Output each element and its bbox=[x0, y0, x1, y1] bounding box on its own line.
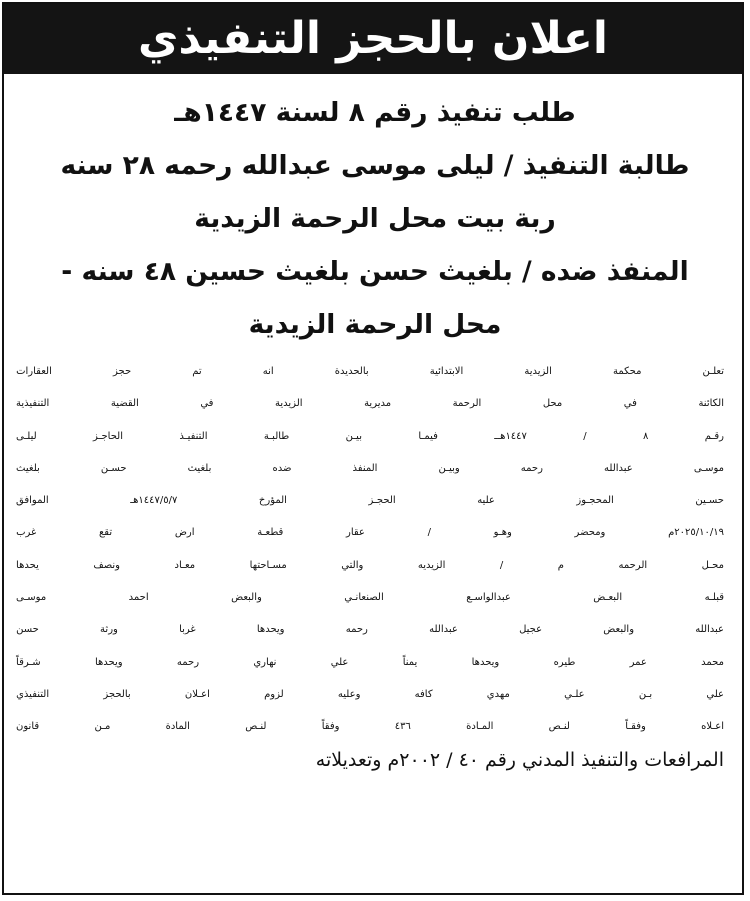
body-line: الكائنة في محل الرحمة مديرية الزيدية في القضية التنفيذية bbox=[16, 398, 724, 410]
notice-body bbox=[16, 356, 724, 776]
respondent-address-line: محل الرحمة الزيدية bbox=[248, 309, 502, 340]
case-headlines bbox=[24, 86, 726, 351]
applicant-line: طالبة التنفيذ / ليلى موسى عبدالله رحمه ٢٨ سنه bbox=[60, 150, 690, 181]
applicant-occupation-line: ربة بيت محل الرحمة الزيدية bbox=[194, 203, 556, 234]
notice-header-bar bbox=[4, 4, 742, 74]
body-line: عبدالله والبعض عجيل عبدالله رحمه ويحدها غربا ورثة حسن bbox=[16, 624, 724, 636]
body-line: محـل الرحمه م / الزيديه والتي مسـاحتها معـاد ونصف يحدها bbox=[16, 559, 724, 571]
body-line: موسـى عبدالله رحمه وبيـن المنفذ ضده بلغيث حسـن بلغيث bbox=[16, 462, 724, 474]
body-line: اعـلاه وفقـاً لنـص المـادة ٤٣٦ وفقاً لنـص المادة مـن قانون bbox=[16, 721, 724, 733]
body-line: حسـين المحجـوز عليه الحجـز المؤرخ ١٤٤٧/٥/٧هـ الموافق bbox=[16, 495, 724, 507]
body-line: علي بـن علـي مهدي كافه وعليه لزوم اعـلان بالحجز التنفيذي bbox=[16, 688, 724, 700]
respondent-line: المنفذ ضده / بلغيث حسن بلغيث حسين ٤٨ سنه - bbox=[61, 256, 689, 287]
body-line: قبلـه البعـض عبدالواسـع الصنعانـي والبعض احمد موسـى bbox=[16, 592, 724, 604]
notice-title: اعلان بالحجز التنفيذي bbox=[138, 13, 608, 64]
case-number-line: طلب تنفيذ رقم ٨ لسنة ١٤٤٧هـ bbox=[174, 97, 576, 128]
body-line-last: المرافعات والتنفيذ المدني رقم ٤٠ / ٢٠٠٢م وتعديلاته bbox=[315, 748, 724, 771]
body-line: تعلـن محكمة الزيدية الابتدائية بالحديدة انه تم حجز العقارات bbox=[16, 366, 724, 377]
body-line: ٢٠٢٥/١٠/١٩م ومحضر وهـو / عقار قطعـة ارض تقع غرب bbox=[16, 527, 724, 539]
body-line: رقـم ٨ / ١٤٤٧هــ فيمـا بيـن طالبـة التنفيـذ الحاجـز ليلـى bbox=[16, 430, 724, 442]
body-line: محمد عمر طيره ويحدها يمناً علي نهاري رحمه ويحدها شـرقاً bbox=[16, 656, 724, 668]
